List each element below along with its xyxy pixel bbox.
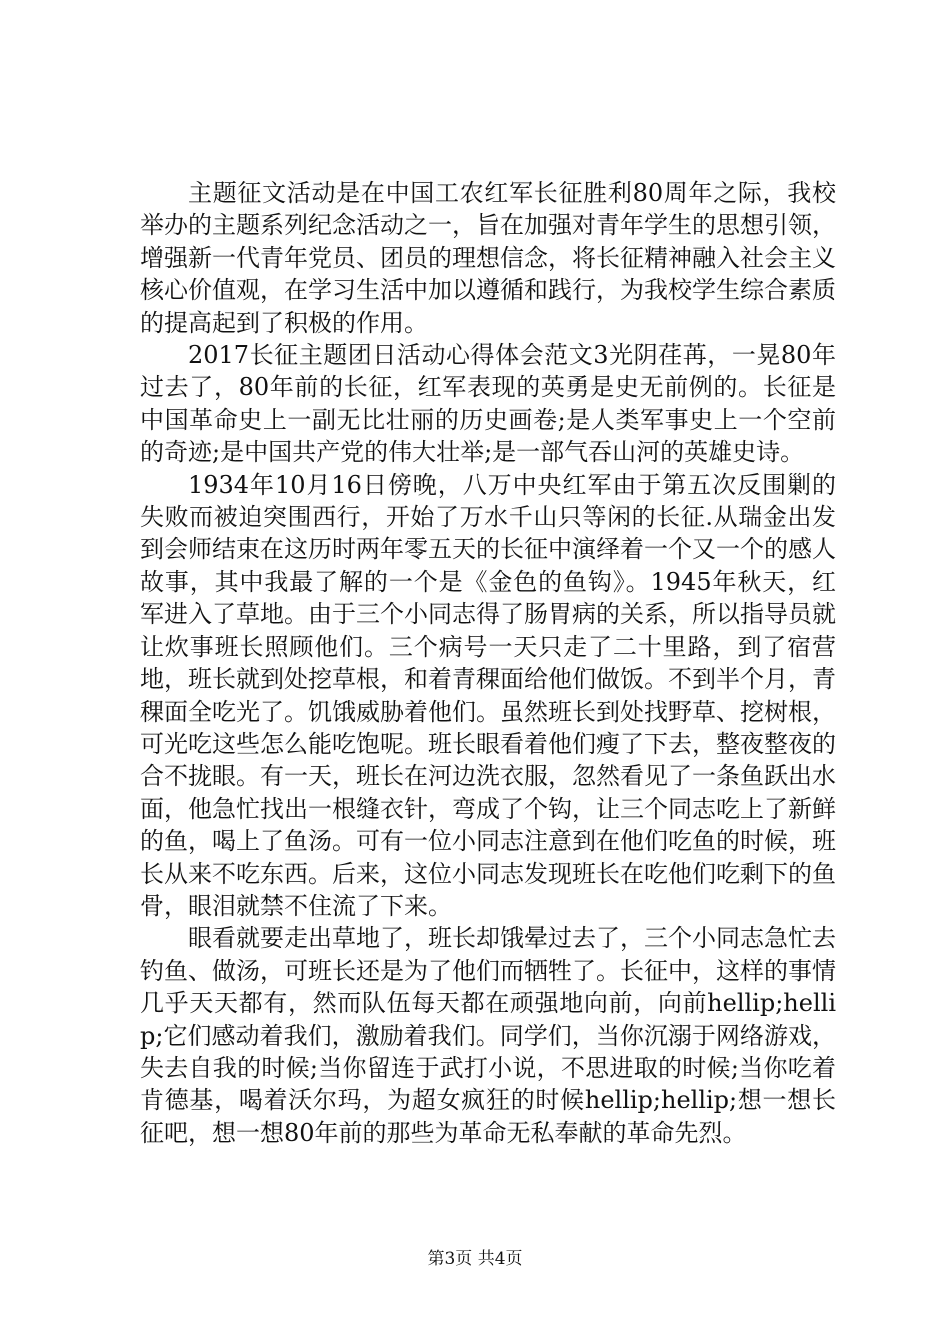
paragraph-2: 2017长征主题团日活动心得体会范文3光阴荏苒，一晃80年过去了，80年前的长征，红军表现的英勇是史无前例的。长征是中国革命史上一副无比壮丽的历史画卷;是人类军事史上一个空前的奇迹;是中国共产党的伟大壮举;是一部气吞山河的英雄史诗。 (140, 341, 836, 467)
paragraph-3: 1934年10月16日傍晚，八万中央红军由于第五次反围剿的失败而被迫突围西行，开始了万水千山只等闲的长征.从瑞金出发到会师结束在这历时两年零五天的长征中演绎着一个又一个的感人故事，其中我最了解的一个是《金色的鱼钩》。1945年秋天，红军进入了草地。由于三个小同志得了肠胃病的关系，所以指导员就让炊事班长照顾他们。三个病号一天只走了二十里路，到了宿营地，班长就到处挖草根，和着青稞面给他们做饭。不到半个月，青稞面全吃光了。饥饿威胁着他们。虽然班长到处找野草、挖树根，可光吃这些怎么能吃饱呢。班长眼看着他们瘦了下去，整夜整夜的合不拢眼。有一天，班长在河边洗衣服，忽然看见了一条鱼跃出水面，他急忙找出一根缝衣针，弯成了个钩，让三个同志吃上了新鲜的鱼，喝上了鱼汤。可有一位小同志注意到在他们吃鱼的时候，班长从来不吃东西。后来，这位小同志发现班长在吃他们吃剩下的鱼骨，眼泪就禁不住流了下来。 (140, 470, 836, 920)
page-number-footer: 第3页 共4页 (427, 1249, 523, 1269)
paragraph-4: 眼看就要走出草地了，班长却饿晕过去了，三个小同志急忙去钓鱼、做汤，可班长还是为了他们而牺牲了。长征中，这样的事情几乎天天都有，然而队伍每天都在顽强地向前，向前hellip;hellip;它们感动着我们，激励着我们。同学们，当你沉溺于网络游戏，失去自我的时候;当你留连于武打小说，不思进取的时候;当你吃着肯德基，喝着沃尔玛，为超女疯狂的时候hellip;hellip;想一想长征吧，想一想80年前的那些为革命无私奉献的革命先烈。 (140, 924, 836, 1147)
document-body (140, 177, 836, 1149)
paragraph-1: 主题征文活动是在中国工农红军长征胜利80周年之际，我校举办的主题系列纪念活动之一，旨在加强对青年学生的思想引领，增强新一代青年党员、团员的理想信念，将长征精神融入社会主义核心价值观，在学习生活中加以遵循和践行，为我校学生综合素质的提高起到了积极的作用。 (140, 179, 836, 337)
